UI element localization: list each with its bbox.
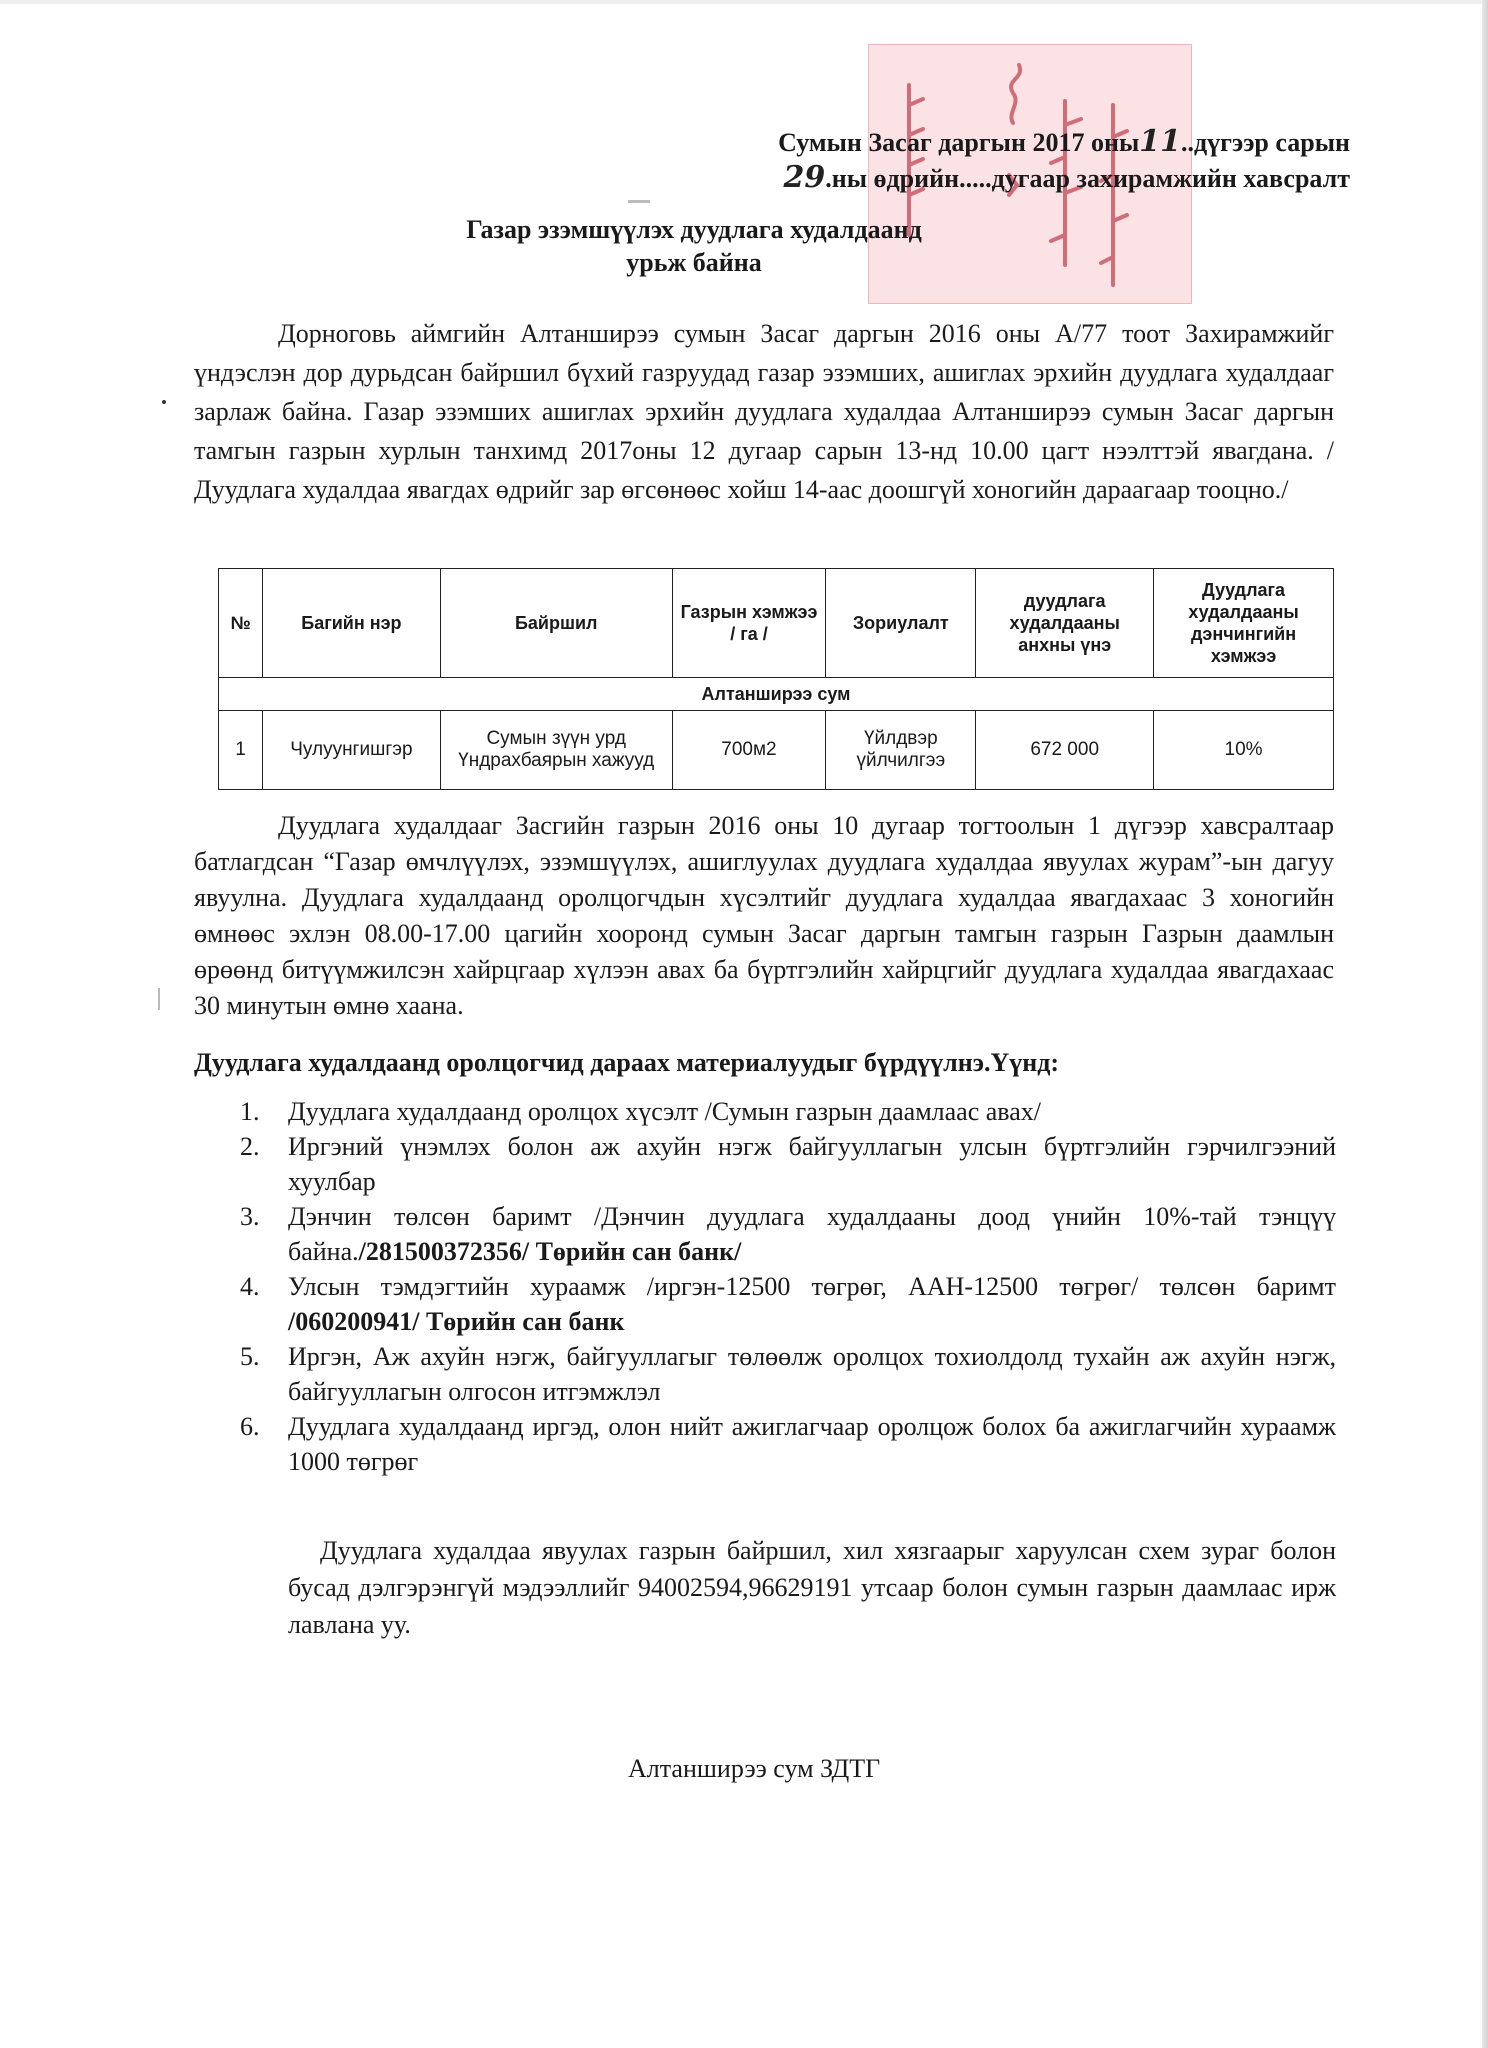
list-item [240, 1129, 1336, 1199]
requirements-list [240, 1094, 1336, 1479]
header-suffix: ..дүгээр сарын [1181, 128, 1350, 157]
col-header-starting-price: дуудлага худалдааны анхны үнэ [976, 569, 1154, 678]
header-prefix: Сумын Засаг даргын 2017 оны [778, 128, 1140, 157]
header-line-1 [778, 124, 1350, 159]
list-item-number: 2. [240, 1132, 260, 1161]
intro-paragraph: Дорноговь аймгийн Алтанширээ сумын Засаг даргын 2016 оны А/77 тоот Захирамжийг үндэслэн дор дурьдсан байршил бүхий газруудад газар эзэмших, ашиглах эрхийн дуудлага худалдааг зарлаж байна. Газар эзэмших ашиглах эрхийн дуудлага худалдаа Алтанширээ сумын Засаг даргын тамгын газрын хурлын танхимд 2017оны 12 дугаар сарын 13-нд 10.00 цагт нээлттэй явагдана. /Дуудлага худалдаа явагдах өдрийг зар өгсөнөөс хойш 14-аас доошгүй хоногийн дараагаар тооцно./ [194, 319, 1334, 504]
document-title-line-1: Газар эзэмшүүлэх дуудлага худалдаанд [466, 215, 922, 244]
contact-paragraph: Дуудлага худалдаа явуулах газрын байршил, хил хязгаарыг харуулсан схем зураг болон бусад дэлгэрэнгүй мэдээллийг 94002594,96629191 утсаар болон сумын газрын даамлаас ирж лавлана уу. [288, 1536, 1336, 1639]
cell-purpose: Үйлдвэр үйлчилгээ [826, 711, 976, 790]
list-item [240, 1409, 1336, 1479]
list-item-text: Дуудлага худалдаанд оролцох хүсэлт /Сумын газрын даамлаас авах/ [288, 1097, 1041, 1126]
list-item-text: Иргэний үнэмлэх болон аж ахуйн нэгж байгууллагын улсын бүртгэлийн гэрчилгээний хуулбар [288, 1132, 1336, 1196]
cell-deposit: 10% [1154, 711, 1334, 790]
header-line-2 [784, 160, 1351, 195]
cell-starting-price: 672 000 [976, 711, 1154, 790]
list-item-number: 3. [240, 1202, 260, 1231]
signature-organization: Алтанширээ сум ЗДТГ [628, 1754, 881, 1783]
table-header-row [219, 569, 1334, 678]
list-item-bank-account: /281500372356/ Төрийн сан банк/ [358, 1237, 742, 1266]
cell-number: 1 [219, 711, 263, 790]
section-label: Алтанширээ сум [219, 678, 1334, 711]
list-item [240, 1269, 1336, 1339]
col-header-location: Байршил [440, 569, 672, 678]
scan-dot [162, 400, 166, 404]
list-item-number: 1. [240, 1097, 260, 1126]
scan-speck [158, 988, 160, 1010]
procedure-paragraph: Дуудлага худалдааг Засгийн газрын 2016 оны 10 дугаар тогтоолын 1 дүгээр хавсралтаар батлагдсан “Газар өмчлүүлэх, эзэмшүүлэх, ашиглуулах дуудлага худалдаа явуулах журам”-ын дагуу явуулна. Дуудлага худалдаанд оролцогчдын хүсэлтийг дуудлага худалдаа явагдахаас 3 хоногийн өмнөөс эхлэн 08.00-17.00 цагийн хооронд сумын Засаг даргын тамгын газрын Газрын даамлын өрөөнд битүүмжилсэн хайрцгаар хүлээн авах ба бүртгэлийн хайрцгийг дуудлага худалдаа явагдахаас 30 минутын өмнө хаана. [194, 811, 1334, 1020]
list-item-bank-account: /060200941/ Төрийн сан банк [288, 1307, 625, 1336]
header-line2-suffix: .ны өдрийн.....дугаар захирамжийн хавсралт [825, 164, 1350, 193]
col-header-area: Газрын хэмжээ / га / [672, 569, 826, 678]
col-header-bag-name: Багийн нэр [262, 569, 440, 678]
handwritten-day: 29 [783, 160, 826, 195]
list-item-text: Улсын тэмдэгтийн хураамж /иргэн-12500 төгрөг, ААН-12500 төгрөг/ төлсөн баримт [288, 1272, 1336, 1301]
table-section-row [219, 678, 1334, 711]
list-item-text: Дэнчин төлсөн баримт /Дэнчин дуудлага худалдааны доод үнийн 10%-тай тэнцүү байна. [288, 1202, 1336, 1266]
list-item [240, 1094, 1336, 1129]
table-row [219, 711, 1334, 790]
list-item [240, 1199, 1336, 1269]
scan-edge-right [1482, 0, 1488, 2048]
list-item-number: 6. [240, 1412, 260, 1441]
list-item-text: Иргэн, Аж ахуйн нэгж, байгууллагыг төлөөлж оролцох тохиолдолд тухайн аж ахуйн нэгж, байгууллагын олгосон итгэмжлэл [288, 1342, 1336, 1406]
land-auction-table [218, 568, 1334, 790]
list-item-number: 5. [240, 1342, 260, 1371]
list-item [240, 1339, 1336, 1409]
cell-area: 700м2 [672, 711, 826, 790]
requirements-heading: Дуудлага худалдаанд оролцогчид дараах материалуудыг бүрдүүлнэ.Үүнд: [194, 1048, 1060, 1077]
col-header-purpose: Зориулалт [826, 569, 976, 678]
handwritten-month: 11 [1139, 124, 1181, 159]
document-title-line-2: урьж байна [626, 248, 762, 277]
list-item-text: Дуудлага худалдаанд иргэд, олон нийт ажиглагчаар оролцож болох ба ажиглагчийн хураамж 1000 төгрөг [288, 1412, 1336, 1476]
cell-bag-name: Чулуунгишгэр [262, 711, 440, 790]
col-header-deposit: Дуудлага худалдааны дэнчингийн хэмжээ [1154, 569, 1334, 678]
list-item-number: 4. [240, 1272, 260, 1301]
col-header-number: № [219, 569, 263, 678]
scan-speck [628, 200, 650, 203]
scan-edge-top [0, 0, 1488, 4]
cell-location: Сумын зүүн урд Үндрахбаярын хажууд [440, 711, 672, 790]
